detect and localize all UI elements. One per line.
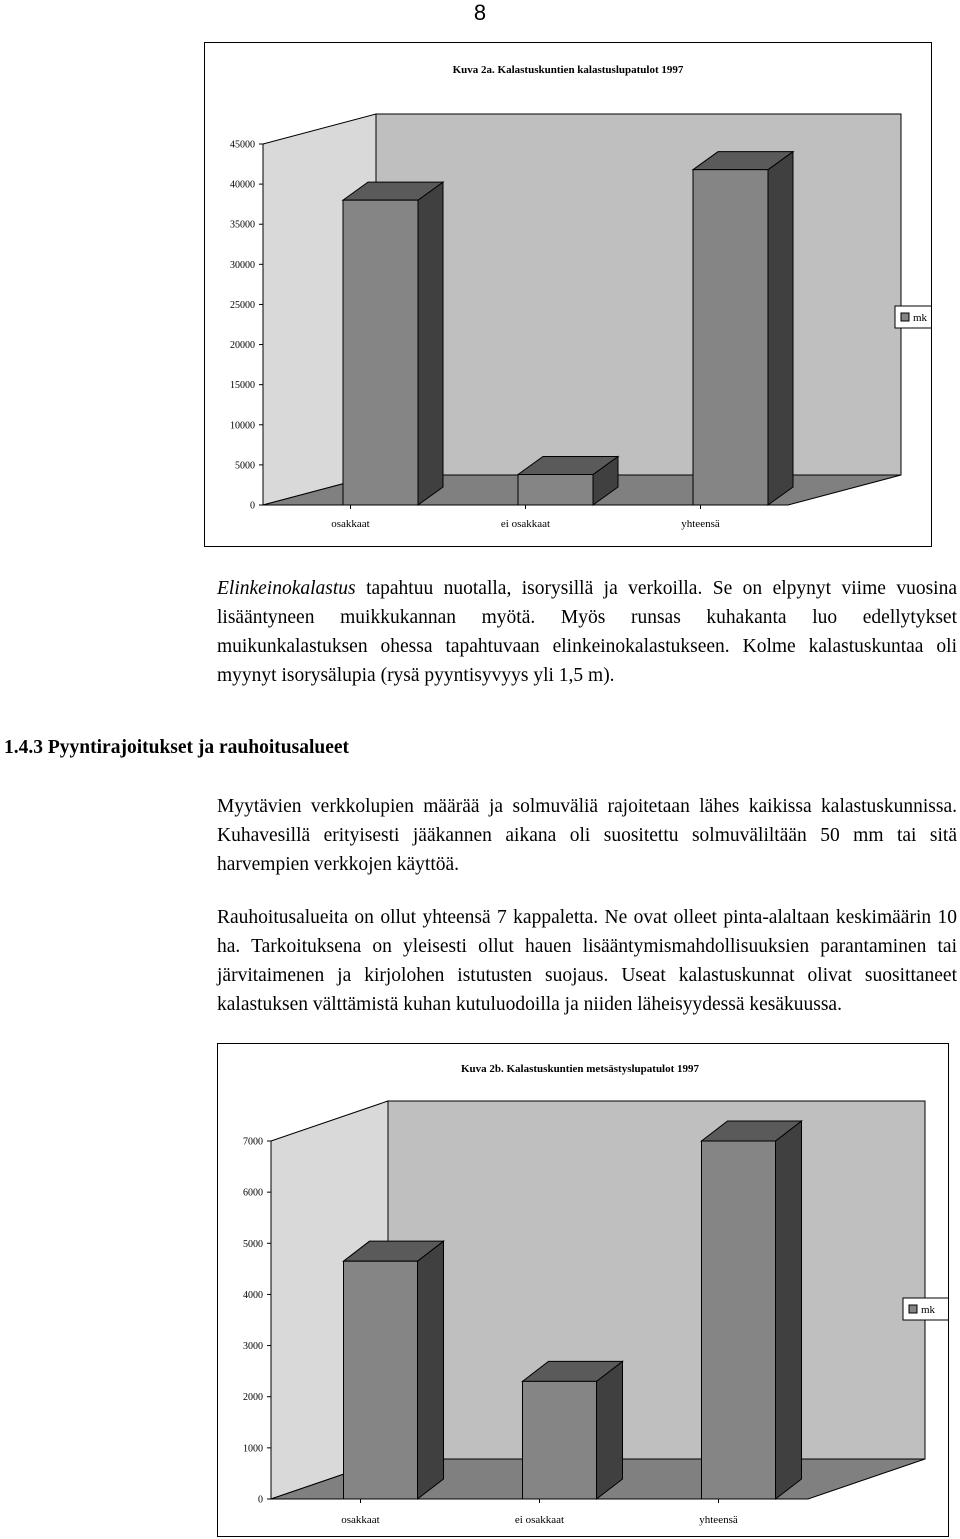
y-tick-label: 45000 — [230, 139, 255, 151]
fishing-license-revenue-chart — [204, 42, 932, 547]
hunting-license-revenue-chart — [217, 1043, 949, 1537]
paragraph-commercial-fishing — [217, 574, 957, 690]
legend-label: mk — [913, 312, 928, 324]
bar-2 — [702, 1141, 776, 1499]
y-tick-label: 1000 — [243, 1443, 263, 1455]
bar-0 — [343, 200, 418, 505]
paragraph-net-restrictions-text: Myytävien verkkolupien määrää ja solmuväliä rajoitetaan lähes kaikissa kalastuskunnissa. Kuhavesillä erityisesti jääkannen aikana oli suositettu solmuväliltään 50 mm tai sitä harvempien verkkojen käyttöä. — [217, 796, 957, 875]
bar-0 — [344, 1261, 418, 1499]
paragraph-lead-italic: Elinkeinokalastus — [217, 578, 356, 599]
chart-2-svg — [218, 1044, 948, 1536]
y-tick-label: 15000 — [230, 380, 255, 392]
bar-side — [776, 1121, 802, 1499]
paragraph-protected-areas — [217, 903, 957, 1019]
x-category-label: osakkaat — [341, 1514, 380, 1526]
y-tick-label: 30000 — [230, 259, 255, 271]
chart-1-svg — [205, 43, 931, 546]
legend-swatch — [909, 1305, 917, 1313]
bar-side — [768, 152, 793, 505]
y-tick-label: 0 — [258, 1494, 263, 1506]
chart-title: Kuva 2a. Kalastuskuntien kalastuslupatulot 1997 — [452, 64, 684, 76]
y-tick-label: 25000 — [230, 299, 255, 311]
bar-side — [418, 182, 443, 505]
section-heading: 1.4.3 Pyyntirajoitukset ja rauhoitusalueet — [4, 737, 350, 758]
x-category-label: ei osakkaat — [514, 1514, 565, 1526]
paragraph-net-restrictions — [217, 792, 957, 879]
legend-swatch — [901, 313, 909, 321]
y-tick-label: 3000 — [243, 1341, 263, 1353]
y-tick-label: 4000 — [243, 1289, 263, 1301]
chart-title: Kuva 2b. Kalastuskuntien metsästyslupatulot 1997 — [460, 1063, 700, 1075]
paragraph-protected-areas-text: Rauhoitusalueita on ollut yhteensä 7 kappaletta. Ne ovat olleet pinta-alaltaan keskimäärin 10 ha. Tarkoituksena on yleisesti ollut hauen lisääntymismahdollisuuksien parantaminen tai järvitaimenen ja kirjolohen istutusten suojaus. Useat kalastuskunnat olivat suosittaneet kalastuksen välttämistä kuhan kutuluodoilla ja niiden läheisyydessä kesäkuussa. — [217, 907, 957, 1015]
y-tick-label: 5000 — [243, 1238, 263, 1250]
y-tick-label: 35000 — [230, 219, 255, 231]
bar-2 — [693, 170, 768, 505]
y-tick-label: 0 — [250, 500, 255, 512]
bar-side — [597, 1361, 623, 1499]
chart-back-wall — [376, 114, 901, 475]
y-tick-label: 40000 — [230, 179, 255, 191]
page-number: 8 — [473, 0, 487, 25]
paragraph-body: tapahtuu nuotalla, isorysillä ja verkoilla. Se on elpynyt viime vuosina lisääntyneen muikkukannan myötä. Myös runsas kuhakanta luo edellytykset muikunkalastuksen ohessa tapahtuvaan elinkeinokalastukseen. Kolme kalastuskuntaa oli myynyt isorysälupia (rysä pyyntisyvyys yli 1,5 m). — [217, 578, 957, 686]
x-category-label: yhteensä — [681, 518, 720, 530]
y-tick-label: 10000 — [230, 420, 255, 432]
x-category-label: ei osakkaat — [500, 518, 551, 530]
chart-back-wall — [388, 1101, 925, 1459]
bar-1 — [523, 1381, 597, 1499]
bar-side — [418, 1241, 444, 1499]
x-category-label: osakkaat — [331, 518, 370, 530]
y-tick-label: 6000 — [243, 1187, 263, 1199]
y-tick-label: 7000 — [243, 1136, 263, 1148]
y-tick-label: 5000 — [235, 460, 255, 472]
y-tick-label: 20000 — [230, 340, 255, 352]
bar-1 — [518, 475, 593, 505]
y-tick-label: 2000 — [243, 1392, 263, 1404]
legend-label: mk — [921, 1304, 936, 1316]
x-category-label: yhteensä — [699, 1514, 738, 1526]
